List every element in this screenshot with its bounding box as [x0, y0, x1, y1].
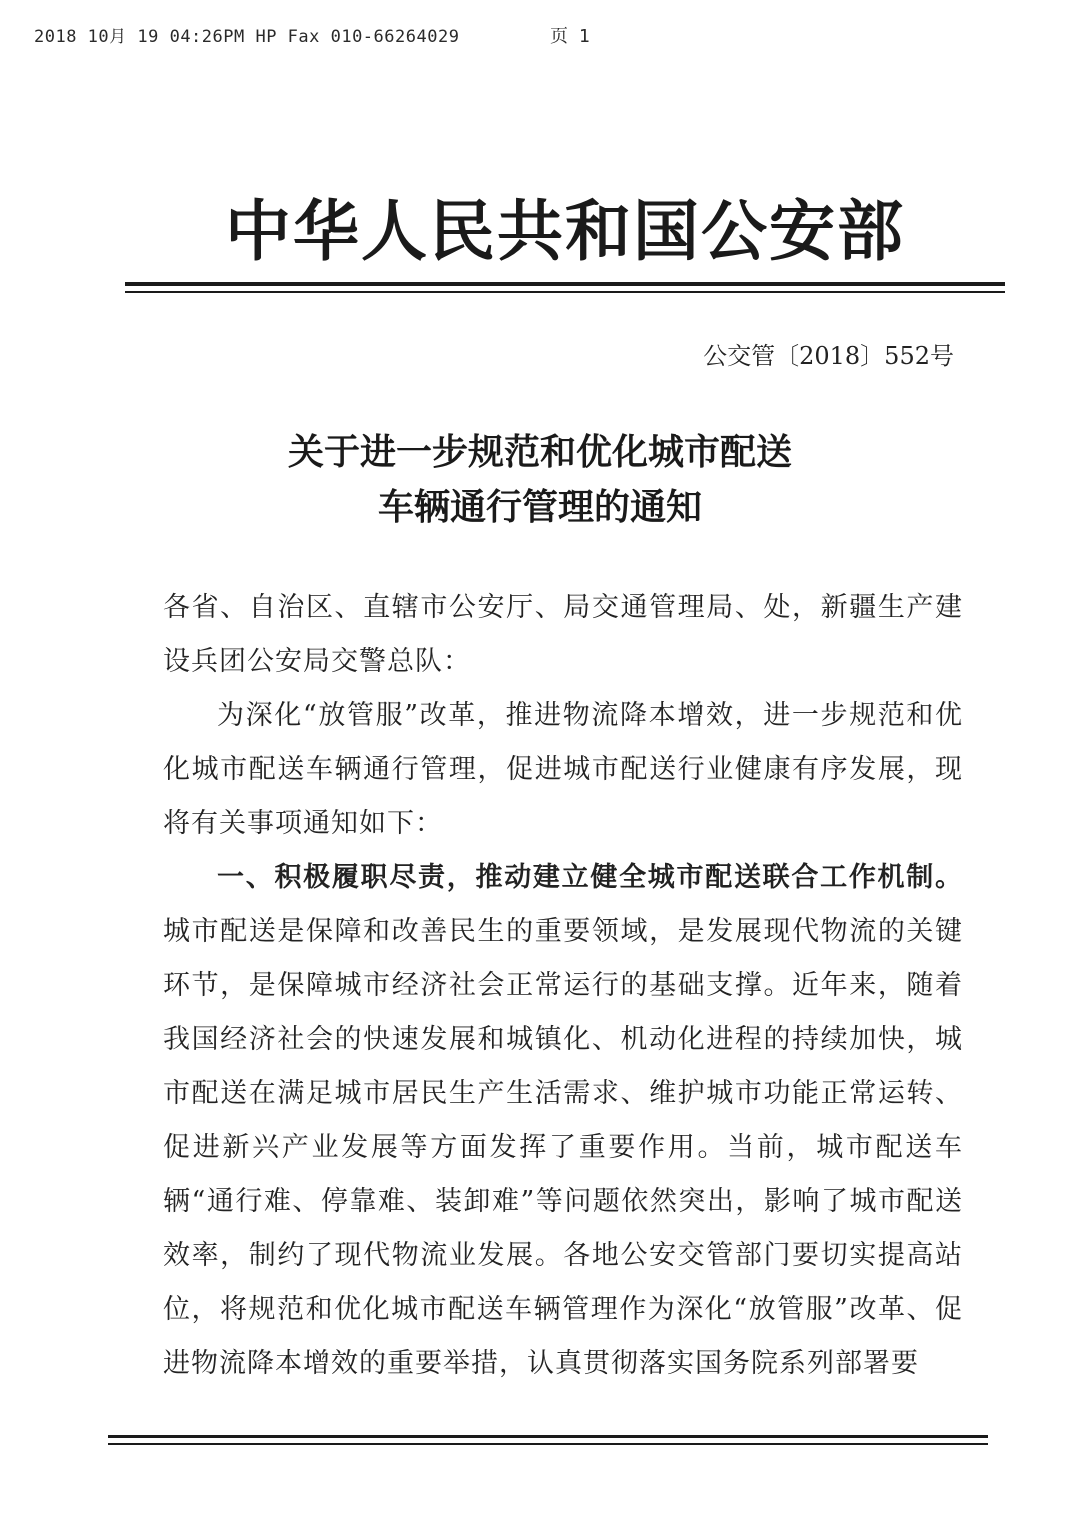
section-1-paragraph — [163, 851, 963, 1391]
document-number: 公交管〔2018〕552号 — [703, 342, 954, 370]
fax-page-number: 页 1 — [550, 26, 590, 47]
document-title-line-1: 关于进一步规范和优化城市配送 — [287, 432, 792, 473]
fax-header-line: 2018 10月 19 04:26PM HP Fax 010-66264029 — [34, 27, 460, 47]
agency-letterhead: 中华人民共和国公安部 — [225, 193, 905, 270]
document-title — [100, 425, 980, 535]
document-body — [163, 581, 963, 1391]
footer-rule-thin — [108, 1443, 988, 1445]
footer-rule-thick — [108, 1435, 988, 1438]
section-1-heading: 一、积极履职尽责，推动建立健全城市配送联合工作机制。 — [217, 862, 963, 893]
document-title-line-2: 车辆通行管理的通知 — [377, 487, 702, 528]
intro-paragraph: 为深化“放管服”改革，推进物流降本增效，进一步规范和优化城市配送车辆通行管理，促进城市配送行业健康有序发展，现将有关事项通知如下： — [163, 700, 963, 839]
section-1-body: 城市配送是保障和改善民生的重要领域，是发展现代物流的关键环节，是保障城市经济社会正常运行的基础支撑。近年来，随着我国经济社会的快速发展和城镇化、机动化进程的持续加快，城市配送在满足城市居民生产生活需求、维护城市功能正常运转、促进新兴产业发展等方面发挥了重要作用。当前，城市配送车辆“通行难、停靠难、装卸难”等问题依然突出，影响了城市配送效率，制约了现代物流业发展。各地公安交管部门要切实提高站位，将规范和优化城市配送车辆管理作为深化“放管服”改革、促进物流降本增效的重要举措，认真贯彻落实国务院系列部署要 — [163, 916, 963, 1379]
letterhead-rule-thin — [125, 291, 1005, 293]
letterhead-rule-thick — [125, 282, 1005, 286]
addressee-paragraph: 各省、自治区、直辖市公安厅、局交通管理局、处，新疆生产建设兵团公安局交警总队： — [163, 592, 963, 677]
